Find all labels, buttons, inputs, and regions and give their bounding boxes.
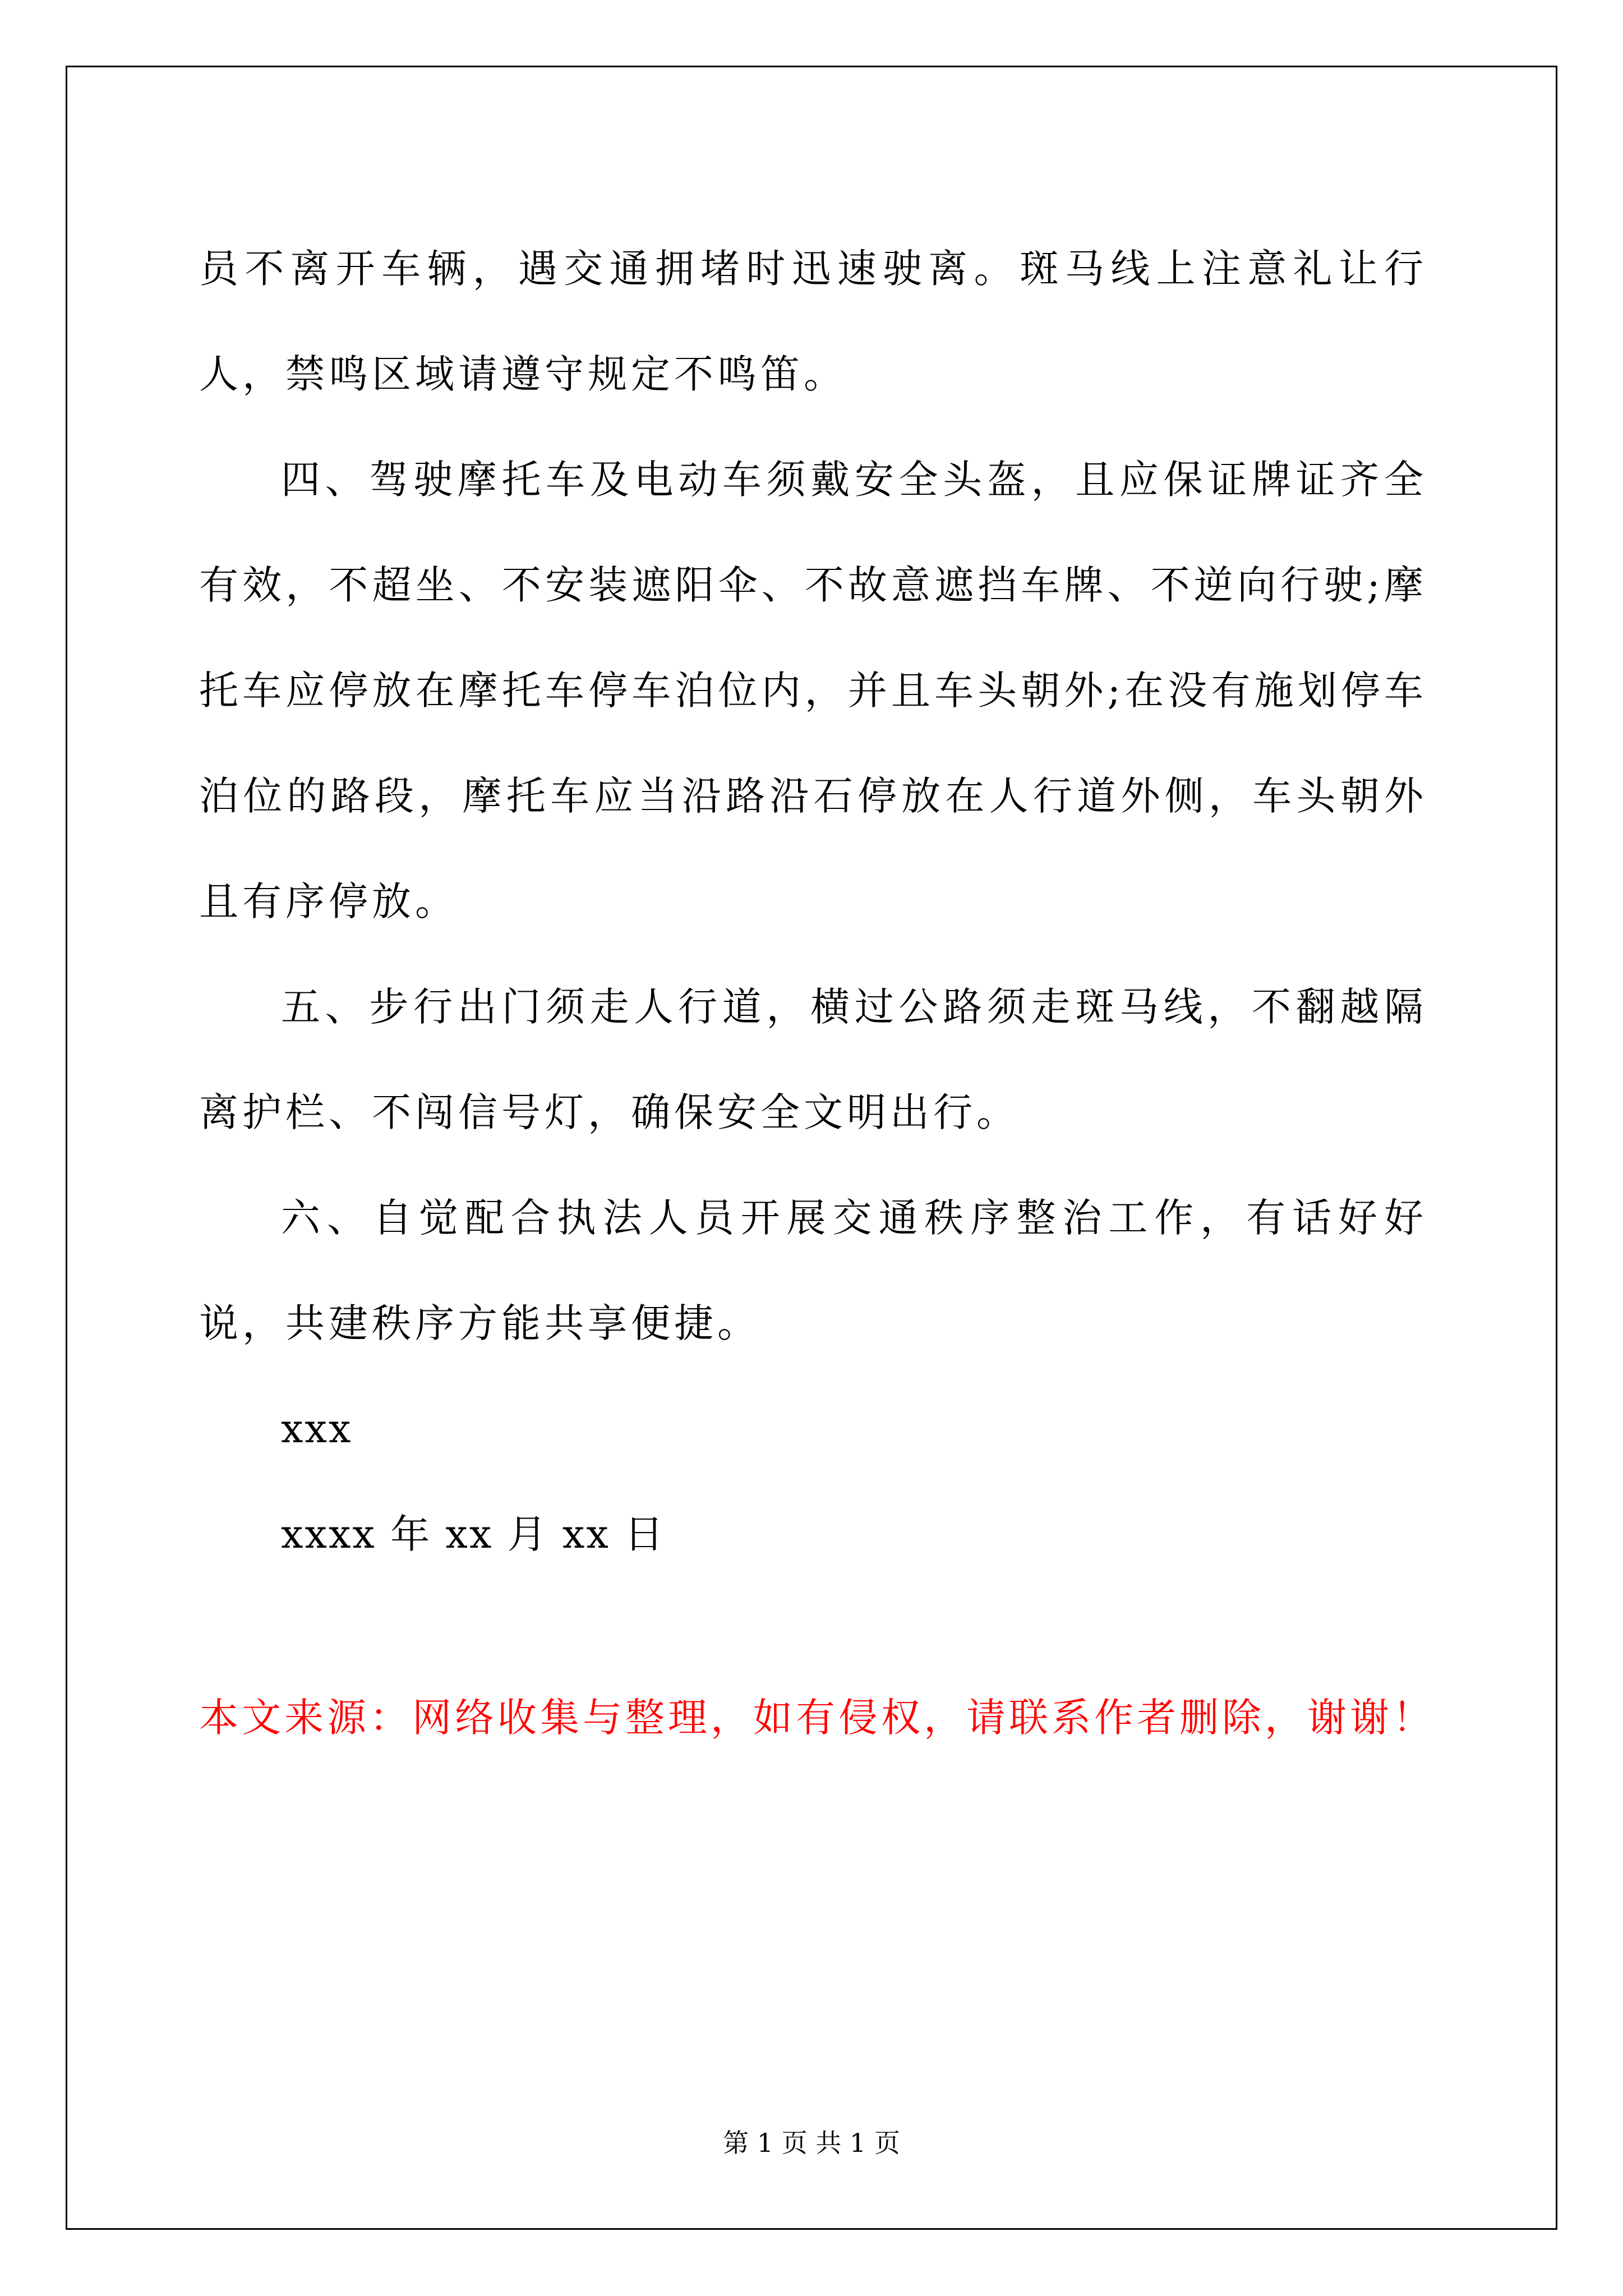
source-notice: 本文来源：网络收集与整理，如有侵权，请联系作者删除，谢谢！ xyxy=(199,1695,1435,1741)
page-footer: 第 1 页 共 1 页 xyxy=(723,2128,900,2158)
paragraph-item-5: 五、步行出门须走人行道，横过公路须走斑马线，不翻越隔离护栏、不闯信号灯，确保安全文明出行。 xyxy=(199,984,1427,1135)
signature-date: xxxx 年 xx 月 xx 日 xyxy=(281,1511,666,1557)
paragraph-item-6: 六、自觉配合执法人员开展交通秩序整治工作，有话好好说，共建秩序方能共享便捷。 xyxy=(199,1195,1427,1346)
document-body xyxy=(199,216,1427,1587)
paragraph-item-4: 四、驾驶摩托车及电动车须戴安全头盔，且应保证牌证齐全有效，不超坐、不安装遮阳伞、不故意遮挡车牌、不逆向行驶;摩托车应停放在摩托车停车泊位内，并且车头朝外;在没有施划停车泊位的路段，摩托车应当沿路沿石停放在人行道外侧，车头朝外且有序停放。 xyxy=(199,457,1427,924)
paragraph-continuation: 员不离开车辆，遇交通拥堵时迅速驶离。斑马线上注意礼让行人，禁鸣区域请遵守规定不鸣笛。 xyxy=(199,246,1427,397)
signature: xxx xyxy=(281,1406,353,1452)
